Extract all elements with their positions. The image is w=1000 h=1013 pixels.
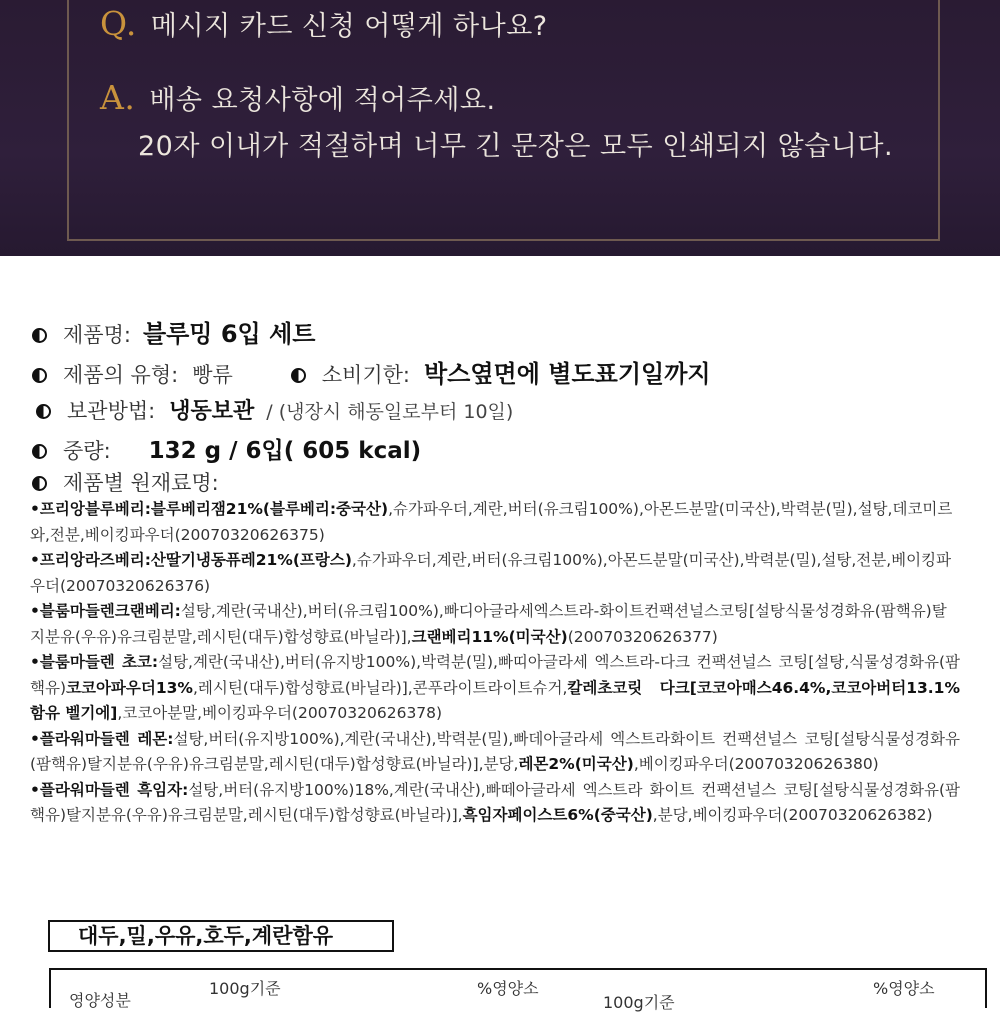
- storage-value: 냉동보관: [169, 399, 255, 424]
- ingredient-item: •프리앙블루베리:블루베리잼21%(블루베리:중국산),슈가파우더,계란,버터(유크림100%),아몬드분말(미국산),박력분(밀),설탕,데코미르와,전분,베이킹파우더(20070320626375): [30, 500, 953, 544]
- ingredient-item: •프리앙라즈베리:산딸기냉동퓨레21%(프랑스),슈가파우더,계란,버터(유크림100%),아몬드분말(미국산),박력분(밀),설탕,전분,베이킹파우더(20070320626376): [30, 551, 952, 595]
- half-circle-bullet-icon: [291, 368, 306, 383]
- half-circle-bullet-icon: [32, 444, 47, 459]
- question-mark: Q.: [100, 4, 137, 43]
- type-expiry-row: [32, 354, 711, 389]
- weight-label: 중량:: [63, 439, 111, 463]
- nutrition-percent-header-2: %영양소: [873, 979, 935, 998]
- faq-answer: [100, 78, 496, 117]
- product-name-row: [32, 314, 315, 349]
- product-name-label: 제품명:: [63, 323, 131, 347]
- answer-text-line1: 배송 요청사항에 적어주세요.: [149, 85, 496, 116]
- expiry-value: 박스옆면에 별도표기일까지: [424, 360, 711, 388]
- storage-label: 보관방법:: [67, 399, 156, 423]
- question-text: 메시지 카드 신청 어떻게 하나요?: [150, 11, 548, 42]
- nutrition-percent-header: %영양소: [477, 979, 539, 998]
- weight-value: 132 g / 6입( 605 kcal): [148, 438, 422, 464]
- expiry-label: 소비기한:: [321, 363, 410, 387]
- half-circle-bullet-icon: [32, 476, 47, 491]
- faq-question: [100, 4, 548, 43]
- nutrition-header-label: 영양성분: [69, 991, 131, 1010]
- ingredient-item: •플라워마들렌 레몬:설탕,버터(유지방100%),계란(국내산),박력분(밀),빠데아글라세 엑스트라화이트 컨팩션널스 코팅[설탕식물성경화유(팜핵유)탈지분유(우유)유크림분말,레시틴(대두)합성향료(바닐라)],분당,레몬2%(미국산),베이킹파우더(20070320626380): [30, 729, 960, 773]
- answer-text-line2: 20자 이내가 적절하며 너무 긴 문장은 모두 인쇄되지 않습니다.: [138, 131, 894, 162]
- ingredient-item: •블룸마들렌 초코:설탕,계란(국내산),버터(유지방100%),박력분(밀),빠띠아글라세 엑스트라-다크 컨팩션널스 코팅[설탕,식물성경화유(팜핵유)코코아파우더13%,레시틴(대두)합성향료(바닐라)],콘푸라이트라이트슈거,칼레초코릿 다크[코코아매스46.4%,코코아버터13.1%함유 벨기에],코코아분말,베이킹파우더(20070320626378): [30, 653, 960, 722]
- half-circle-bullet-icon: [32, 368, 47, 383]
- storage-row: [36, 394, 513, 425]
- storage-note: / (냉장시 해동일로부터 10일): [266, 401, 514, 423]
- half-circle-bullet-icon: [36, 404, 51, 419]
- ingredient-item: •블룸마들렌크랜베리:설탕,계란(국내산),버터(유크림100%),빠디아글라세엑스트라-화이트컨팩션널스코팅[설탕식물성경화유(팜핵유)탈지분유(우유)유크림분말,레시틴(대두)합성향료(바닐라)],크랜베리11%(미국산)(20070320626377): [30, 602, 947, 646]
- product-type-value: 빵류: [192, 363, 233, 387]
- half-circle-bullet-icon: [32, 328, 47, 343]
- nutrition-per100g-header: 100g기준: [209, 979, 281, 998]
- ingredients-label: 제품별 원재료명:: [63, 471, 219, 495]
- product-type-label: 제품의 유형:: [63, 363, 179, 387]
- ingredients-list: [30, 497, 960, 829]
- faq-banner: [0, 0, 1000, 256]
- ingredients-heading-row: [32, 467, 219, 497]
- weight-row: [32, 432, 421, 465]
- ingredient-item: •플라워마들렌 흑임자:설탕,버터(유지방100%)18%,계란(국내산),빠떼아글라세 엑스트라 화이트 컨팩션널스 코팅[설탕식물성경화유(팜핵유)탈지분유(우유)유크림분말,레시틴(대두)합성향료(바닐라)],흑임자페이스트6%(중국산),분당,베이킹파우더(20070320626382): [30, 780, 960, 824]
- nutrition-per100g-header-2: 100g기준: [603, 993, 675, 1012]
- nutrition-table: [49, 968, 987, 1012]
- product-name-value: 블루밍 6입 세트: [142, 320, 316, 348]
- answer-mark: A.: [100, 78, 136, 117]
- allergen-box: 대두,밀,우유,호두,계란함유: [48, 920, 394, 952]
